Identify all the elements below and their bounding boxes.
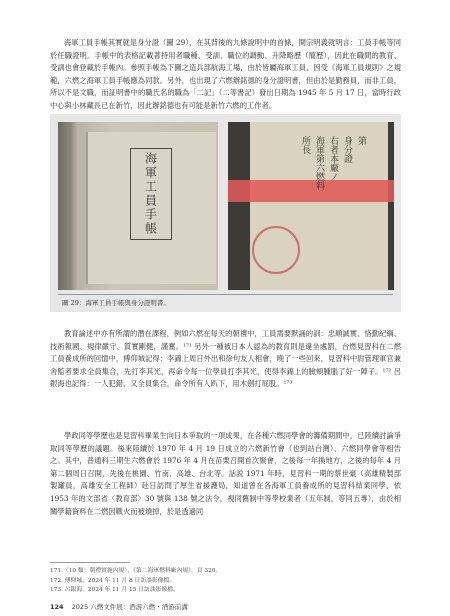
handbook-title: 海軍工員手帳 [130,148,172,240]
footnote-172: 172. 傅仰城，2024 年 11 月 8 日訪談影像檔。 [50,577,176,584]
paragraph-1: 海軍工員手帳其實就是身分證（圖 29），在其背後的九條說明中的首條，開宗明義就明言：工員手帳等同於任職證明。手帳中的表格記載著持用者職種、受訓、職位的調動、升降略歷（簡歷），因此在職間的教育、受訓也會登載於手帳內。參照手帳為下圖之造兵部航海工場，由於皆屬海軍工員，因受《海軍工員規則》之規範，六燃之海軍工員手帳應為同款。另外，也出現了六燃辦銘德的身分證明書，但由於是勤務員，而非工員，所以不是文職，而証明書中的職氏名的職為「二記」（二等書記）發出日期為 1945 年 5 月 17 日，當時行政中心與小林藏長已在新竹，因此辦銘德也有可能是新竹六燃的工作者。 [50,38,401,110]
page-number: 124 [50,603,64,611]
seal-stamp [252,226,300,274]
figure-caption: 圖 29：海軍工員手帳與身分證明書。 [62,299,170,307]
footnote-divider [50,562,130,563]
footnote-171: 171.〈10 類：朝禮實施內規〉，《第二海軍燃料廠內規》，頁 320。 [50,568,222,574]
figure-29 [50,114,401,312]
photo-identity-certificate [228,122,394,290]
certificate-text: 第 身分證 右者本廠ノ 海軍第六燃料 所長 [300,136,366,190]
handbook-cover [86,132,216,284]
photo-worker-handbook [58,122,218,290]
book-title: 2025 六燃文件展：酒游六燃・酒游前溝 [71,603,188,611]
page-footer [50,602,188,611]
footnotes [50,567,221,596]
paragraph-3: 學政同等學歷也是見習科畢業生向日本爭取的一項成果，在各種六燃同學會的籌備期間中，已陸續討論爭取同等學歷的議題。後來陸續於 1970 年 4 月 19 日成立的六燃新竹會（也到站台灣）、六燃同學會等相告之。其中，普通科三期生六燃會於 1976 年 4 月在苗栗召開首次聚會，之後每一年換地方，之後的每年 4 月第二個周日召開，先後在桃園、竹南、高雄、台北等。話説 1971 年時，見習科一期的蔡世豪（高雄精製部製罐員，高雄安全工程師）赴日訪問了厚生省援護局，知道曾在各海軍工員養成所的見習科結業同學，依 1953 年的文部省〈教育部〉30 號與 138 號之法令，視同舊制中等學校業者（五年制，等同五專），由於相關學籍資料在二燃因戰火而被燒掉，於是透過同 [50,431,401,516]
paragraph-2: 教育論述中亦有所謂的潛在課程，例如六燃在每天的朝禮中，工員需要默誦的訓：忠順誠實、恪勤紀綱、技術報國、規律嚴守、質實剛健，謹奮。¹⁷¹ 另外一種被日本人認為的教育則是違坐處罰，台燃見習科在二燃工員養成所的回憶中，傅仰城記得：李錦上周日外出和徐句友人相會，晚了一些回來，見習科中尉管理軍官兼舍監者要求全員集合，先打李其光，再命令每一位學員打李其光，使得李錦上的臉頰腫脹了好一陣子。¹⁷² 呂銀海也記得：一人犯錯，又全員集合，命令所有人趴下，用木劍打屁股。¹⁷³ [50,329,401,389]
footnote-173: 173. 呂銀海，2024 年 11 月 15 日訪談影像檔。 [50,587,179,593]
caption-divider [58,294,393,295]
